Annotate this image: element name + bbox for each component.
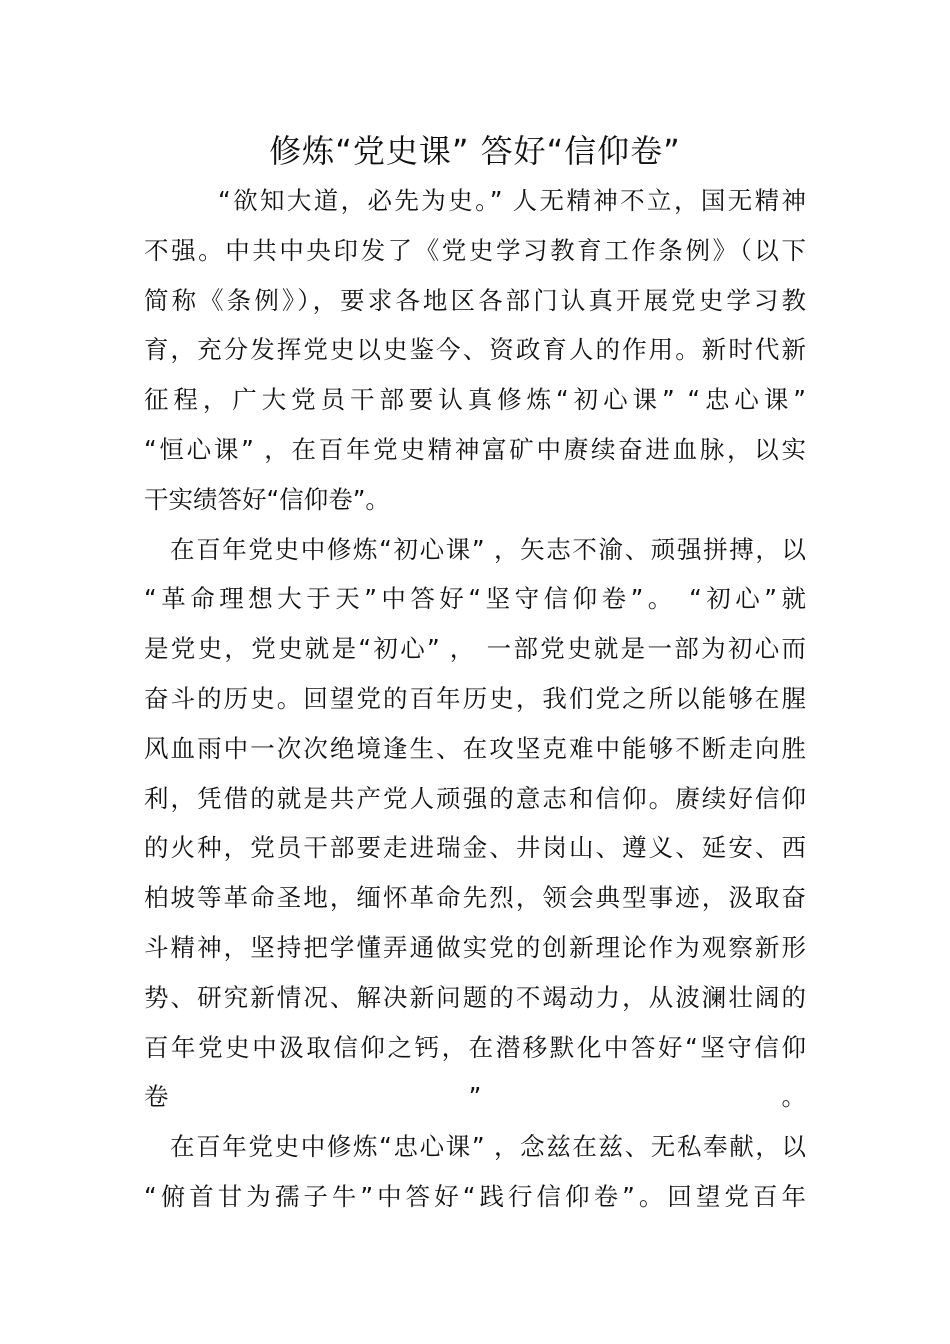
text-line: 是党史，党史就是“初心” ， 一部党史就是一部为初心而 bbox=[144, 634, 806, 664]
text-line: “革命理想大于天”中答好“坚守信仰卷”。 “初心”就 bbox=[144, 584, 806, 614]
text-line: “恒心课” ，在百年党史精神富矿中赓续奋进血脉，以实 bbox=[144, 434, 806, 464]
text-line: 势、研究新情况、解决新问题的不竭动力，从波澜壮阔的 bbox=[144, 982, 806, 1012]
text-line: 在百年党史中修炼“忠心课” ，念兹在兹、无私奉献，以 bbox=[170, 1132, 806, 1162]
text-line: 利，凭借的就是共产党人顽强的意志和信仰。赓续好信仰 bbox=[144, 783, 806, 813]
text-line: 卷”。 bbox=[144, 1082, 806, 1112]
text-line: 不强。中共中央印发了《党史学习教育工作条例》（以下 bbox=[144, 235, 806, 265]
text-line: 征程，广大党员干部要认真修炼“初心课” “忠心课” bbox=[144, 385, 806, 415]
text-line: 干实绩答好“信仰卷”。 bbox=[144, 484, 390, 514]
text-line: 育，充分发挥党史以史鉴今、资政育人的作用。新时代新 bbox=[144, 335, 806, 365]
paragraph-zhongxin bbox=[144, 1122, 806, 1222]
text-line: “俯首甘为孺子牛”中答好“践行信仰卷”。回望党百年 bbox=[144, 1181, 806, 1211]
document-title: 修炼“党史课” 答好“信仰卷” bbox=[269, 132, 681, 170]
text-line: 在百年党史中修炼“初心课” ，矢志不渝、顽强拼搏，以 bbox=[170, 534, 806, 564]
document-body bbox=[144, 176, 806, 1222]
text-line: 斗精神，坚持把学懂弄通做实党的创新理论作为观察新形 bbox=[144, 932, 806, 962]
paragraph-chuxin bbox=[144, 525, 806, 1123]
text-line: 简称《条例》），要求各地区各部门认真开展党史学习教 bbox=[144, 285, 806, 315]
text-line: 百年党史中汲取信仰之钙，在潜移默化中答好“坚守信仰 bbox=[144, 1032, 806, 1062]
text-line: 奋斗的历史。回望党的百年历史，我们党之所以能够在腥 bbox=[144, 683, 806, 713]
text-line: 的火种，党员干部要走进瑞金、井岗山、遵义、延安、西 bbox=[144, 833, 806, 863]
paragraph-intro bbox=[144, 176, 806, 525]
text-line: “欲知大道，必先为史。” 人无精神不立，国无精神 bbox=[218, 186, 806, 215]
text-line: 风血雨中一次次绝境逢生、在攻坚克难中能够不断走向胜 bbox=[144, 733, 806, 763]
text-line: 柏坡等革命圣地，缅怀革命先烈，领会典型事迹，汲取奋 bbox=[144, 883, 806, 913]
